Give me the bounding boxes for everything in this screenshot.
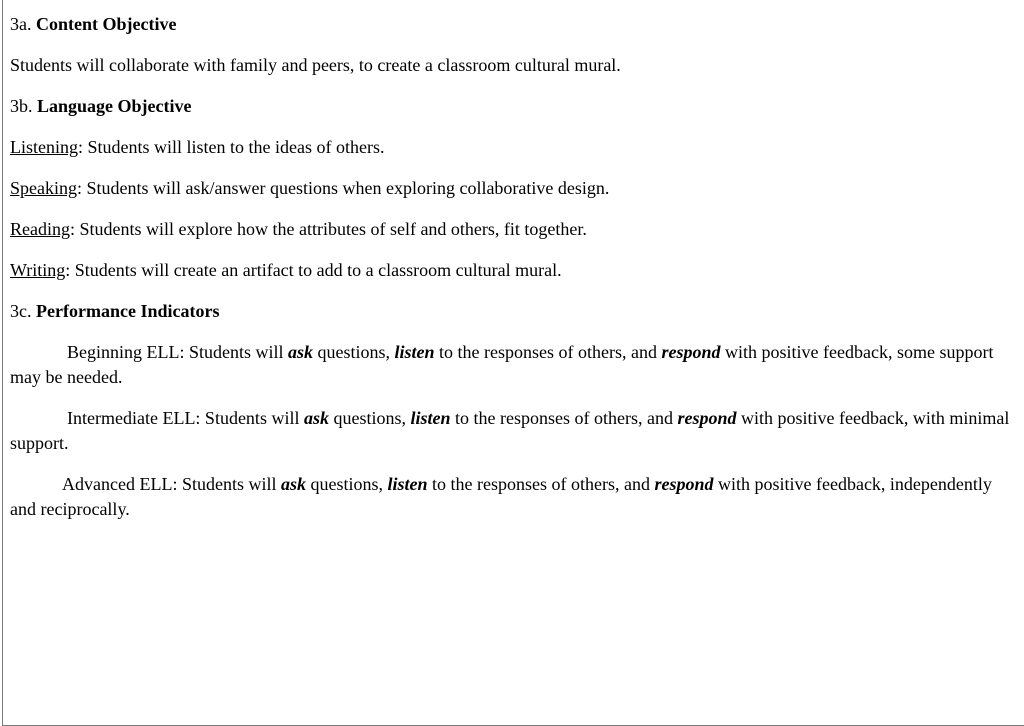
indicator-text: questions,	[313, 342, 395, 362]
section-title: Content Objective	[36, 14, 177, 34]
objective-speaking	[10, 176, 1016, 201]
indicator-beginning	[10, 340, 1016, 390]
objective-writing	[10, 258, 1016, 283]
heading-content-objective	[10, 12, 1016, 37]
section-title: Performance Indicators	[36, 301, 220, 321]
indicator-text: to the responses of others, and	[434, 342, 662, 362]
objective-text: : Students will listen to the ideas of others.	[78, 137, 385, 157]
document-page	[2, 0, 1024, 726]
content-objective-text: Students will collaborate with family and peers, to create a classroom cultural mural.	[10, 55, 621, 75]
objective-term: Listening	[10, 137, 78, 157]
indicator-keyword: respond	[654, 474, 714, 494]
indicator-keyword: listen	[410, 408, 451, 428]
indicator-keyword: listen	[387, 474, 428, 494]
document-content	[10, 12, 1016, 538]
objective-text: : Students will create an artifact to add to a classroom cultural mural.	[65, 260, 562, 280]
section-title: Language Objective	[37, 96, 192, 116]
section-number: 3b.	[10, 96, 33, 116]
indicator-keyword: respond	[661, 342, 721, 362]
heading-performance-indicators	[10, 299, 1016, 324]
objective-term: Writing	[10, 260, 66, 280]
section-number: 3c.	[10, 301, 32, 321]
indicator-lead: Advanced ELL: Students will	[62, 474, 281, 494]
indicator-keyword: listen	[394, 342, 435, 362]
heading-language-objective	[10, 94, 1016, 119]
indicator-lead: Beginning ELL: Students will	[67, 342, 288, 362]
indicator-intermediate	[10, 406, 1016, 456]
indicator-text: with positive feedback, independently and reciprocally.	[10, 474, 992, 519]
indicator-text: questions,	[328, 408, 411, 428]
indicator-keyword: respond	[677, 408, 737, 428]
objective-reading	[10, 217, 1016, 242]
indicator-text: questions,	[305, 474, 388, 494]
section-number: 3a.	[10, 14, 32, 34]
indicator-advanced	[10, 472, 1016, 522]
objective-listening	[10, 135, 1016, 160]
indicator-text: with positive feedback, with minimal support.	[10, 408, 1010, 453]
indicator-lead: Intermediate ELL: Students will	[67, 408, 304, 428]
indicator-text: with positive feedback, some support may be needed.	[10, 342, 994, 387]
objective-text: : Students will ask/answer questions when exploring collaborative design.	[77, 178, 610, 198]
indicator-keyword: ask	[303, 408, 329, 428]
objective-term: Speaking	[10, 178, 77, 198]
objective-term: Reading	[10, 219, 70, 239]
indicator-text: to the responses of others, and	[427, 474, 655, 494]
indicator-text: to the responses of others, and	[450, 408, 678, 428]
objective-text: : Students will explore how the attributes of self and others, fit together.	[70, 219, 587, 239]
indicator-keyword: ask	[288, 342, 314, 362]
indicator-keyword: ask	[280, 474, 306, 494]
